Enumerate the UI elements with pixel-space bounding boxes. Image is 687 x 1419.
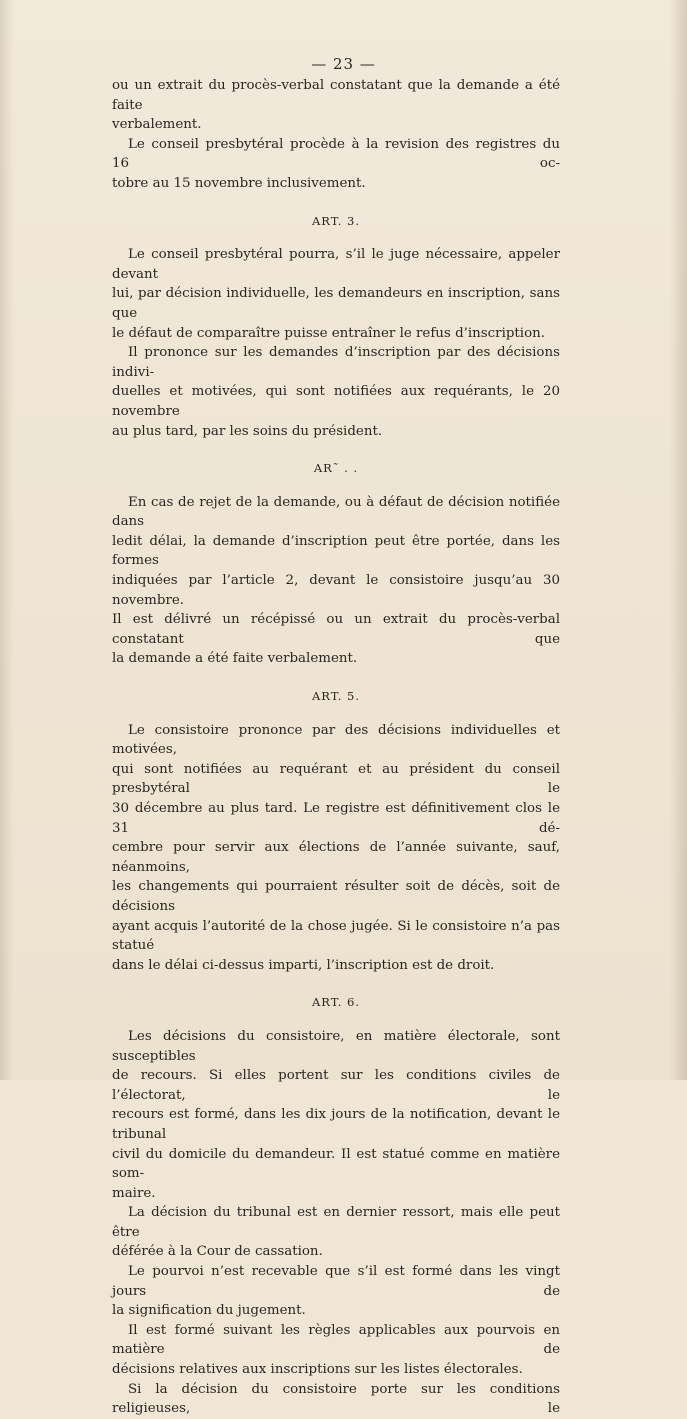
text-line: lui, par décision individuelle, les demandeurs en inscription, sans que [112,286,560,321]
text-line: Le conseil presbytéral pourra, s’il le juge nécessaire, appeler devant [112,247,560,282]
text-line: En cas de rejet de la demande, ou à défaut de décision notifiée dans [112,494,560,530]
text-line: cembre pour servir aux élections de l’année suivante, sauf, néanmoins, [112,840,560,875]
text-line: dans le délai ci-dessus imparti, l’inscription est de droit. [112,957,495,973]
text-line: indiquées par l’article 2, devant le consistoire jusqu’au 30 novembre. [112,573,560,608]
text-line: déférée à la Cour de cassation. [112,1244,323,1260]
paragraph [112,1380,560,1419]
text-line: verbalement. [112,117,202,133]
text-line: Le pourvoi n’est recevable que s’il est formé dans les vingt jours de [112,1264,560,1299]
text-line: civil du domicile du demandeur. Il est statué comme en matière som- [112,1146,560,1182]
text-line: duelles et motivées, qui sont notifiées aux requérants, le 20 novembre [112,384,560,419]
page-shadow-left [0,0,14,1080]
article-heading: AR˜ . . [313,461,359,476]
paragraph [112,721,560,976]
text-line: Il prononce sur les demandes d’inscription par des décisions indivi- [112,345,560,380]
text-line: de recours. Si elles portent sur les conditions civiles de l’électorat, le [112,1068,560,1103]
text-line: la demande a été faite verbalement. [112,651,358,667]
paragraph [112,1321,560,1380]
text-line: Il est délivré un récépissé ou un extrait du procès-verbal constatant que [112,612,560,647]
article-heading: ART. 6. [311,995,361,1010]
text-line: décisions relatives aux inscriptions sur les listes électorales. [112,1362,523,1378]
text-line: ayant acquis l’autorité de la chose jugée. Si le consistoire n’a pas statué [112,918,560,954]
text-line: maire. [112,1185,156,1201]
text-line: Il est formé suivant les règles applicables aux pourvois en matière de [112,1322,560,1358]
text-line: Le conseil presbytéral procède à la revision des registres du 16 oc- [112,136,560,172]
paragraph [112,493,560,669]
text-line: les changements qui pourraient résulter soit de décès, soit de décisions [112,879,560,914]
text-line: Le consistoire prononce par des décisions individuelles et motivées, [112,722,560,758]
text-line: tobre au 15 novembre inclusivement. [112,175,366,191]
page-shadow-right [669,0,687,1080]
paragraph [112,1262,560,1321]
paragraph [112,1203,560,1262]
text-line: la signification du jugement. [112,1303,306,1319]
text-line: 30 décembre au plus tard. Le registre est définitivement clos le 31 dé- [112,801,560,836]
article-heading: ART. 3. [311,213,361,228]
page-number: — 23 — [311,55,376,73]
paragraph [112,343,560,441]
text-line: ledit délai, la demande d’inscription peut être portée, dans les formes [112,533,560,569]
text-line: recours est formé, dans les dix jours de la notification, devant le tribunal [112,1107,560,1142]
text-line: Si la décision du consistoire porte sur les conditions religieuses, le [112,1381,560,1417]
text-line: Les décisions du consistoire, en matière électorale, sont susceptibles [112,1028,560,1064]
paragraph [112,1027,560,1203]
text-line: au plus tard, par les soins du président. [112,423,383,439]
paragraph [112,135,560,194]
article-heading: ART. 5. [311,689,361,704]
body-text [112,76,560,1419]
paragraph [112,245,560,343]
paragraph [112,76,560,135]
text-line: ou un extrait du procès-verbal constatant que la demande a été faite [112,78,560,113]
text-line: qui sont notifiées au requérant et au président du conseil presbytéral le [112,761,560,797]
text-line: le défaut de comparaître puisse entraîner le refus d’inscription. [112,325,546,341]
text-line: La décision du tribunal est en dernier ressort, mais elle peut être [112,1205,560,1240]
